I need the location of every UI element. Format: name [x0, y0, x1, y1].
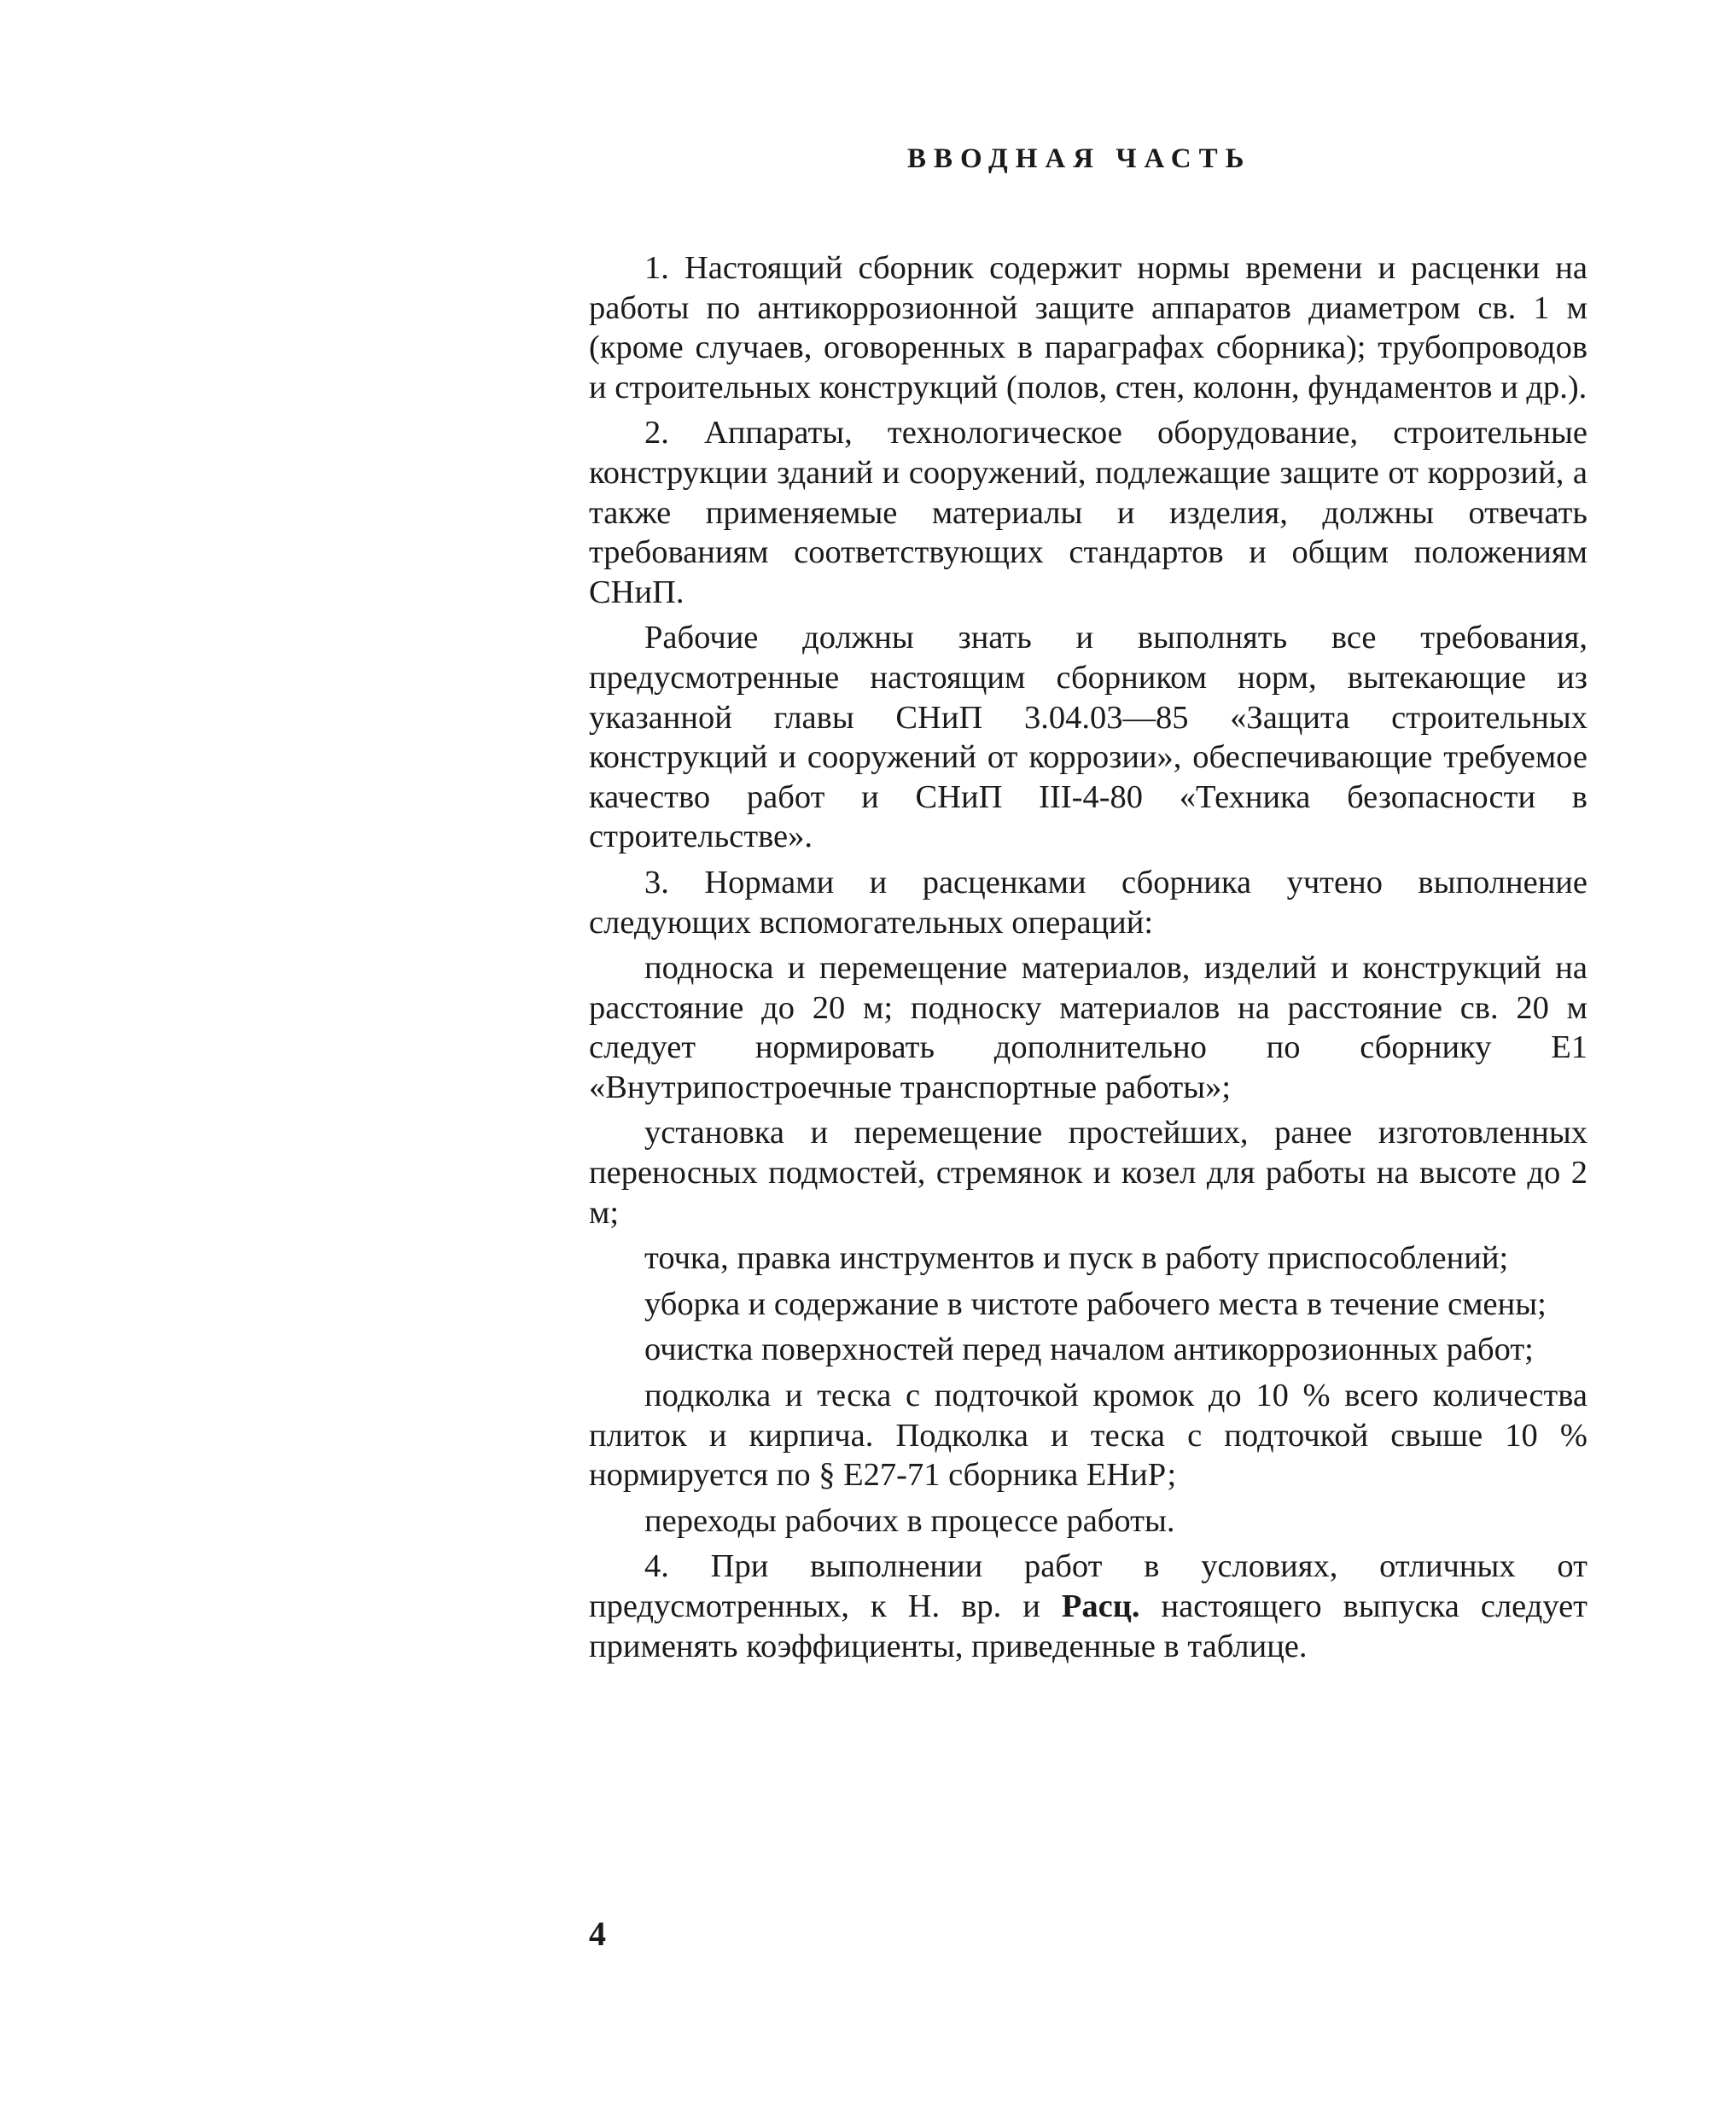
- paragraph-4-start: 4. При выполнении работ в условиях, отличных от предусмотренных, к Н. вр. и: [589, 1548, 1587, 1624]
- list-item-cleaning: уборка и содержание в чистоте рабочего места в течение смены;: [644, 1285, 1547, 1322]
- paragraph-4-bold-term: Расц.: [1061, 1588, 1140, 1624]
- list-item-tiles: подколка и теска с подточкой кромок до 10 % всего количества плиток и кирпича. Подколка и теска с подточкой свыше 10 % нормируется по § Е27-71 сборника ЕНиР;: [589, 1378, 1587, 1494]
- paragraph-3: 3. Нормами и расценками сборника учтено выполнение следующих вспомогательных операций:: [589, 864, 1587, 941]
- paragraph-1: 1. Настоящий сборник содержит нормы времени и расценки на работы по антикоррозионной защите аппаратов диаметром св. 1 м (кроме случаев, оговоренных в параграфах сборника); трубопроводов и строительных конструкций (полов, стен, колонн, фундаментов и др.).: [589, 250, 1587, 405]
- paragraph-4: [589, 1547, 1587, 1666]
- paragraph-2-continued: Рабочие должны знать и выполнять все требования, предусмотренные настоящим сборником норм, вытекающие из указанной главы СНиП 3.04.03—85 «Защита строительных конструкций и сооружений от коррозии», обеспечивающие требуемое качество работ и СНиП III-4-80 «Техника безопасности в строительстве».: [589, 620, 1587, 855]
- page-number: 4: [589, 1914, 606, 1953]
- list-item-tools: точка, правка инструментов и пуск в работу приспособлений;: [644, 1240, 1509, 1277]
- body-text: [589, 248, 1587, 1672]
- paragraph-2: 2. Аппараты, технологическое оборудование, строительные конструкции зданий и сооружений, подлежащие защите от коррозий, а также применяемые материалы и изделия, должны отвечать требованиям соответствующих стандартов и общим положениям СНиП.: [589, 415, 1587, 610]
- paragraph-4-end: настоящего выпуска следует применять коэффициенты, приведенные в таблице.: [589, 1588, 1587, 1664]
- list-item-carrying: подноска и перемещение материалов, изделий и конструкций на расстояние до 20 м; подноску материалов на расстояние св. 20 м следует нормировать дополнительно по сборнику Е1 «Внутрипостроечные транспортные работы»;: [589, 950, 1587, 1105]
- section-heading: ВВОДНАЯ ЧАСТЬ: [907, 143, 1252, 174]
- list-item-transitions: переходы рабочих в процессе работы.: [644, 1502, 1175, 1539]
- list-item-surface-prep: очистка поверхностей перед началом антикоррозионных работ;: [644, 1332, 1534, 1368]
- list-item-scaffolds: установка и перемещение простейших, ранее изготовленных переносных подмостей, стремянок и козел для работы на высоте до 2 м;: [589, 1115, 1587, 1231]
